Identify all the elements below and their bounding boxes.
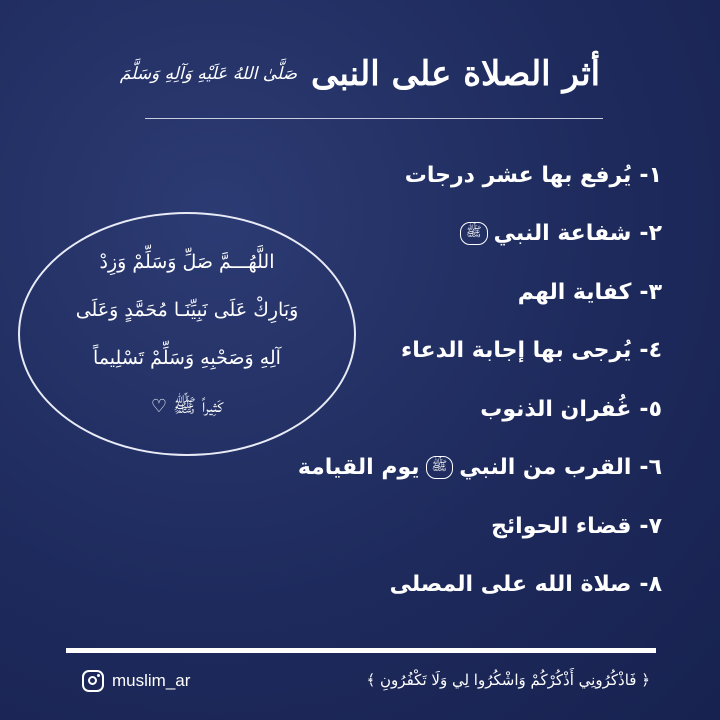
list-item: ٨- صلاة الله على المصلى	[389, 572, 662, 598]
list-item: ٣- كفاية الهم	[517, 279, 662, 305]
list-item: ٢- شفاعة النبي ﷺ	[282, 205, 662, 264]
dua-line-1: اللَّهُـــمَّ صَلِّ وَسَلِّمْ وَزِدْ	[99, 250, 275, 273]
instagram-icon	[82, 670, 104, 692]
honorific-calligraphy: صَلَّىٰ اللهُ عَلَيْهِ وَآلِهِ وَسَلَّمَ	[119, 64, 298, 84]
dua-line-3: آلِهِ وَصَحْبِهِ وَسَلِّمْ تَسْلِيماً	[93, 346, 281, 369]
instagram-link[interactable]	[82, 667, 190, 695]
pbuh-badge: ﷺ	[426, 456, 454, 479]
list-item: ٥- غُفران الذنوب	[480, 396, 662, 422]
pbuh-badge: ﷺ	[460, 222, 488, 245]
dua-ellipse	[18, 212, 356, 456]
list-item: ٧- قضاء الحوائج	[491, 513, 662, 539]
footer-divider	[66, 648, 656, 653]
dua-line-4: كَثِيراً ﷺ♡	[150, 394, 224, 417]
dua-line-2: وَبَارِكْ عَلَى نَبِيِّنَـا مُحَمَّدٍ وَعَلَى	[75, 298, 299, 321]
quran-verse: ﴿ فَاذْكُرُونِي أَذْكُرْكُمْ وَاشْكُرُوا لِي وَلَا تَكْفُرُونِ ﴾	[366, 671, 650, 689]
header	[0, 44, 720, 104]
list-item: ١- يُرفع بها عشر درجات	[404, 162, 662, 188]
instagram-handle: muslim_ar	[112, 671, 191, 690]
list-item: ٤- يُرجى بها إجابة الدعاء	[401, 338, 662, 364]
title-divider	[145, 118, 603, 119]
page-title: أثر الصلاة على النبى	[311, 54, 601, 94]
list-item: ٦- القرب من النبي ﷺ يوم القيامة	[297, 455, 662, 481]
heart-icon: ♡	[150, 395, 167, 417]
